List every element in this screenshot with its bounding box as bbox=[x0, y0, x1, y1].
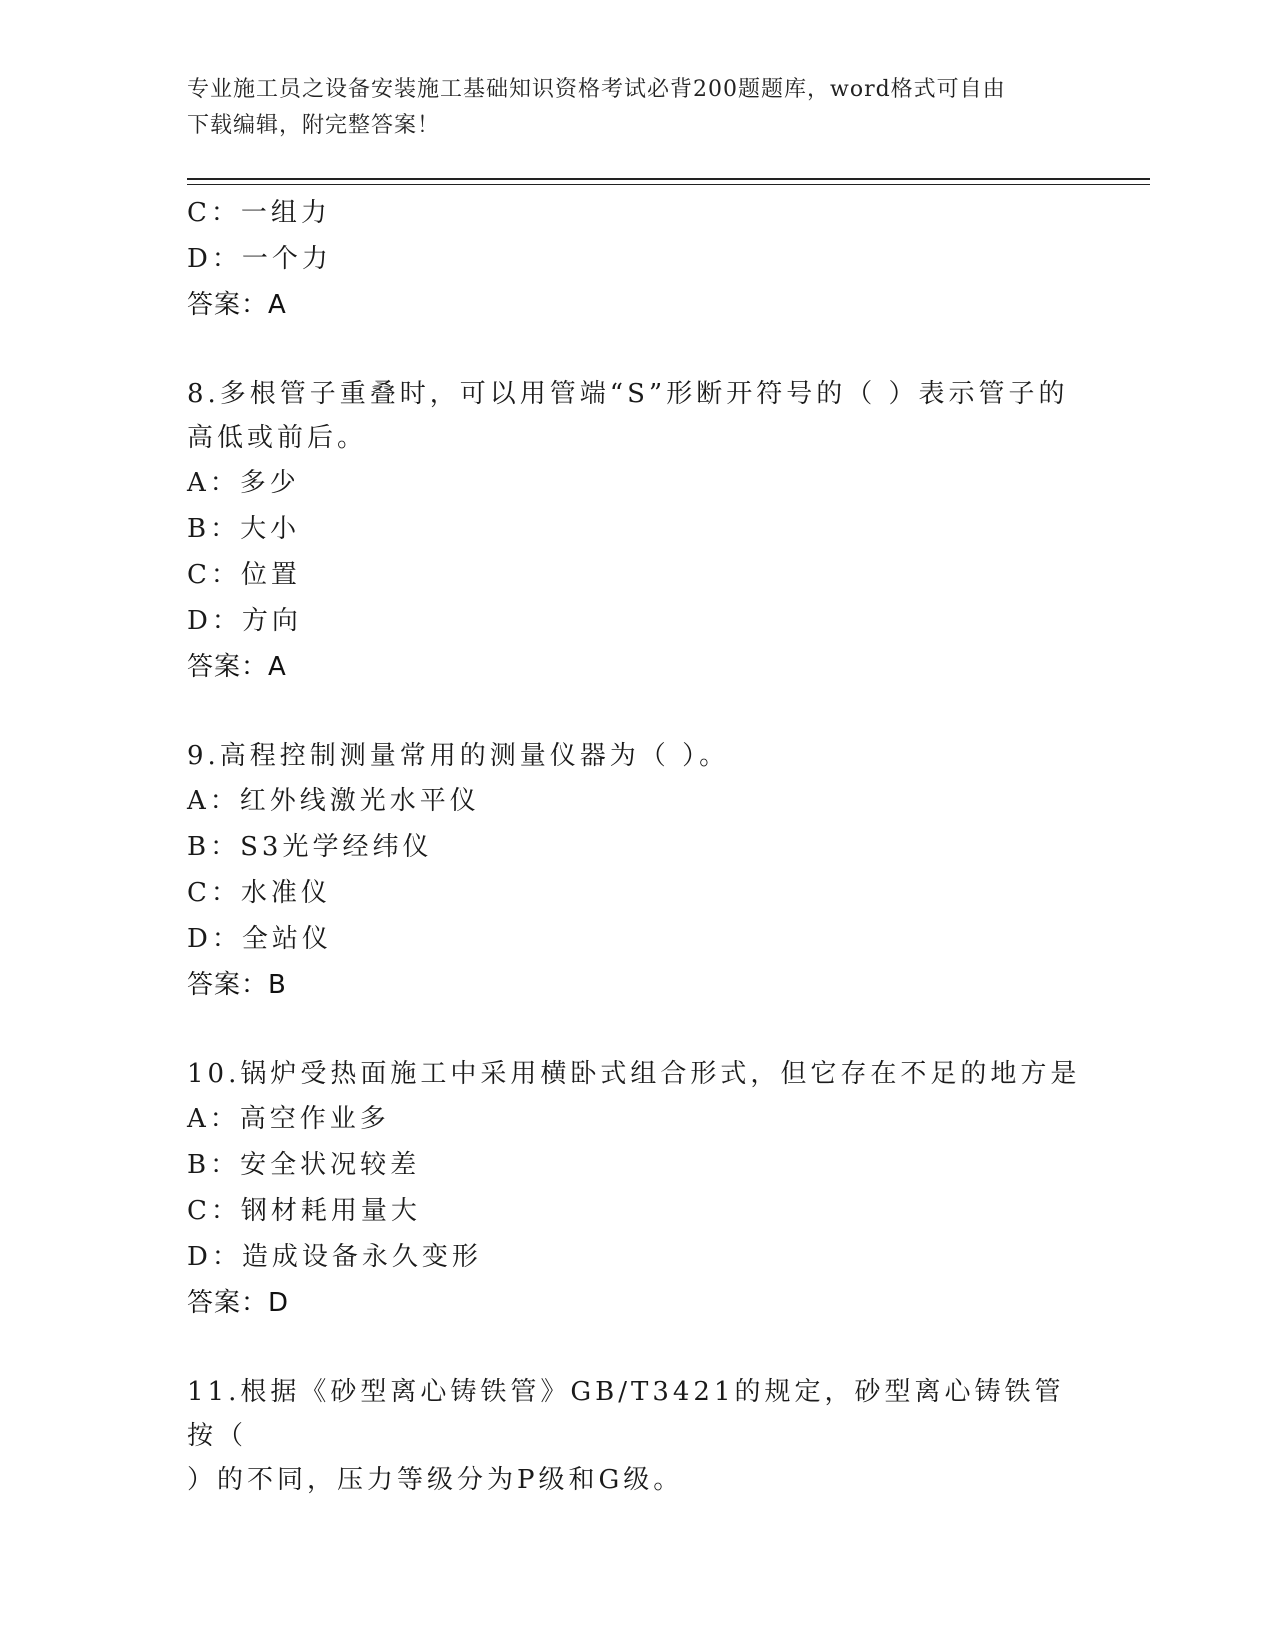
option-b: B：安全状况较差 bbox=[187, 1150, 421, 1180]
question-stem-continued: ）的不同，压力等级分为P级和G级。 bbox=[187, 1465, 684, 1495]
header-line-1: 专业施工员之设备安装施工基础知识资格考试必背200题题库，word格式可自由 bbox=[187, 77, 1006, 102]
question-stem-continued: 高低或前后。 bbox=[187, 423, 368, 453]
question-11 bbox=[187, 1370, 1087, 1502]
spacer bbox=[187, 1326, 1087, 1370]
option-d: D：一个力 bbox=[187, 244, 332, 274]
option-c: C：一组力 bbox=[187, 198, 331, 228]
spacer bbox=[187, 328, 1087, 372]
question-8 bbox=[187, 372, 1087, 690]
option-a: A：红外线激光水平仪 bbox=[187, 786, 480, 816]
option-b: B：大小 bbox=[187, 514, 301, 544]
spacer bbox=[187, 1008, 1087, 1052]
option-d: D：造成设备永久变形 bbox=[187, 1242, 482, 1272]
option-a: A：多少 bbox=[187, 468, 300, 498]
answer-line: 答案：B bbox=[187, 970, 287, 1000]
option-a: A：高空作业多 bbox=[187, 1104, 390, 1134]
document-header bbox=[187, 72, 1067, 144]
question-stem: 10.锅炉受热面施工中采用横卧式组合形式，但它存在不足的地方是 bbox=[187, 1059, 1081, 1089]
option-c: C：钢材耗用量大 bbox=[187, 1196, 421, 1226]
question-stem: 8.多根管子重叠时，可以用管端“S”形断开符号的（ ）表示管子的 bbox=[187, 379, 1069, 409]
answer-line: 答案：A bbox=[187, 290, 287, 320]
header-line-2: 下载编辑，附完整答案！ bbox=[187, 113, 441, 138]
answer-line: 答案：A bbox=[187, 652, 287, 682]
question-7-tail bbox=[187, 190, 1087, 328]
option-d: D：方向 bbox=[187, 606, 302, 636]
option-c: C：位置 bbox=[187, 560, 301, 590]
option-b: B：S3光学经纬仪 bbox=[187, 832, 433, 862]
question-9 bbox=[187, 734, 1087, 1008]
question-stem: 11.根据《砂型离心铸铁管》GB/T3421的规定，砂型离心铸铁管按（ bbox=[187, 1377, 1065, 1451]
header-divider-thin bbox=[187, 184, 1150, 185]
answer-line: 答案：D bbox=[187, 1288, 290, 1318]
question-stem: 9.高程控制测量常用的测量仪器为（ ）。 bbox=[187, 741, 730, 771]
header-divider-thick bbox=[187, 178, 1150, 180]
option-c: C：水准仪 bbox=[187, 878, 331, 908]
spacer bbox=[187, 690, 1087, 734]
question-10 bbox=[187, 1052, 1087, 1326]
question-list bbox=[187, 190, 1087, 1502]
option-d: D：全站仪 bbox=[187, 924, 332, 954]
